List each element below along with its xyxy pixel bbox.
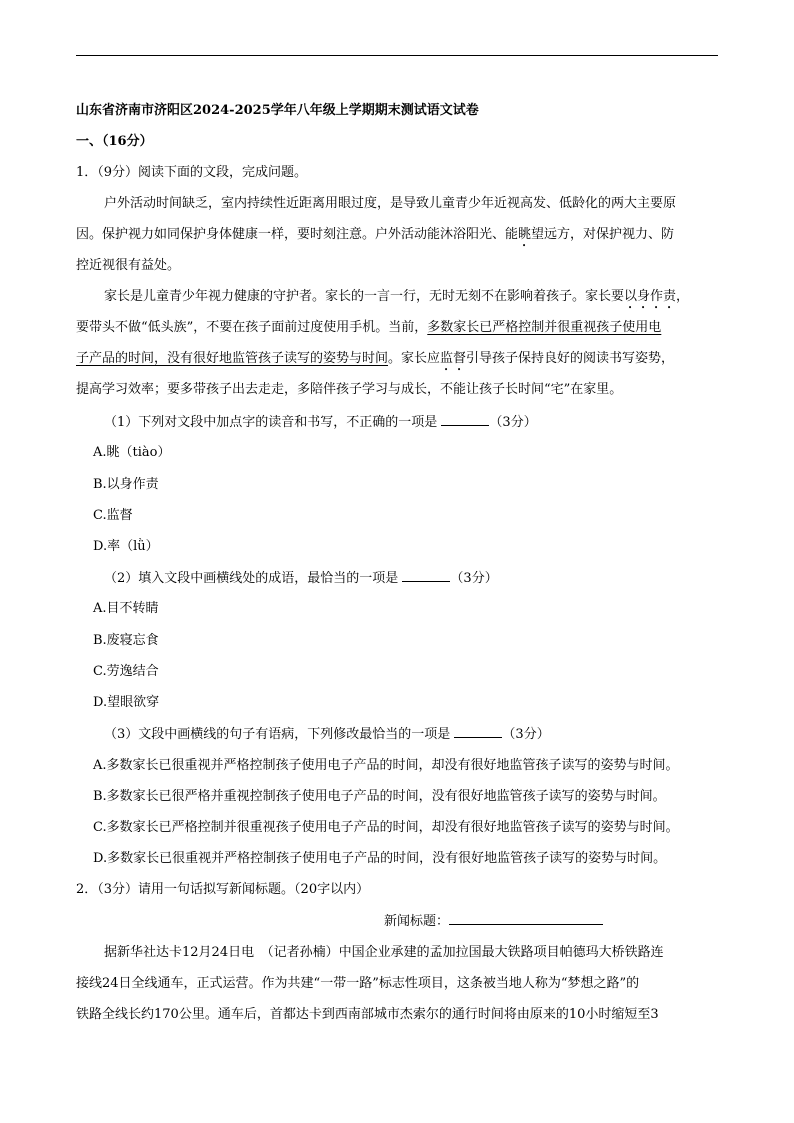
- passage-2-line: 子产品的时间，没有很好地监管孩子读写的姿势与时间。家长应监督引导孩子保持良好的阅读书写姿势，: [76, 351, 675, 366]
- option-item: D.率（lǜ）: [93, 539, 159, 554]
- news-passage-line: 铁路全线长约170公里。通车后，首都达卡到西南部城市杰索尔的通行时间将由原来的10小时缩短至3: [76, 1007, 659, 1022]
- news-title-field: [384, 912, 603, 931]
- passage-1-line: 户外活动时间缺乏，室内持续性近距离用眼过度，是导致儿童青少年近视高发、低龄化的两大主要原: [104, 196, 677, 211]
- news-title-label: 新闻标题：: [384, 914, 450, 929]
- answer-blank[interactable]: [454, 725, 502, 738]
- passage-1-line: 因。保护视力如同保护身体健康一样，要时刻注意。户外活动能沐浴阳光、能眺望远方，对保护视力、防: [76, 227, 675, 242]
- sub-question-2: （2）填入文段中画横线处的成语，最恰当的一项是 （3分）: [104, 571, 498, 586]
- question-1-header: 1．（9分）阅读下面的文段，完成问题。: [76, 165, 308, 180]
- option-item: C.劳逸结合: [93, 664, 159, 679]
- passage-1-line: 控近视很有益处。: [76, 258, 181, 273]
- option-item: A.目不转睛: [93, 601, 159, 616]
- dotted-characters: 监督: [440, 351, 467, 366]
- sub-question-3: （3）文段中画横线的句子有语病，下列修改最恰当的一项是 （3分）: [104, 727, 550, 742]
- option-item: B.多数家长已很严格并重视控制孩子使用电子产品的时间，没有很好地监管孩子读写的姿势与时间。: [93, 789, 666, 804]
- dotted-characters: 以身作责: [624, 289, 677, 304]
- answer-blank[interactable]: [441, 413, 489, 426]
- news-passage-line: 据新华社达卡12月24日电 （记者孙楠）中国企业承建的孟加拉国最大铁路项目帕德玛大桥铁路连: [104, 945, 664, 960]
- sub-question-1: （1）下列对文段中加点字的读音和书写，不正确的一项是 （3分）: [104, 415, 537, 430]
- underlined-sentence: 多数家长已严格控制并很重视孩子使用电: [427, 320, 662, 335]
- news-passage-line: 接线24日全线通车，正式运营。作为共建“一带一路”标志性项目，这条被当地人称为“梦想之路”的: [76, 976, 640, 991]
- option-item: D.望眼欲穿: [93, 695, 160, 710]
- dotted-character: 眺: [518, 227, 532, 242]
- option-item: B.以身作责: [93, 477, 159, 492]
- option-item: C.监督: [93, 508, 133, 523]
- passage-2-line: 家长是儿童青少年视力健康的守护者。家长的一言一行，无时无刻不在影响着孩子。家长要以身作责，: [104, 289, 690, 304]
- news-title-blank[interactable]: [449, 912, 603, 925]
- exam-title: 山东省济南市济阳区2024-2025学年八年级上学期期末测试语文试卷: [76, 103, 479, 118]
- header-rule: [76, 55, 718, 56]
- option-item: B.废寝忘食: [93, 633, 159, 648]
- passage-2-line: 提高学习效率；要多带孩子出去走走，多陪伴孩子学习与成长，不能让孩子长时间“宅”在家里。: [76, 382, 623, 397]
- option-item: C.多数家长已严格控制并很重视孩子使用电子产品的时间，却没有很好地监管孩子读写的姿势与时间。: [93, 820, 679, 835]
- option-item: A.眺（tiào）: [93, 445, 171, 460]
- option-item: D.多数家长已很重视并严格控制孩子使用电子产品的时间，没有很好地监管孩子读写的姿势与时间。: [93, 851, 667, 866]
- passage-2-line: 要带头不做“低头族”，不要在孩子面前过度使用手机。当前，多数家长已严格控制并很重视孩子使用电: [76, 320, 662, 335]
- answer-blank[interactable]: [402, 569, 450, 582]
- underlined-sentence: 子产品的时间，没有很好地监管孩子读写的姿势与时间: [76, 351, 389, 366]
- option-item: A.多数家长已很重视并严格控制孩子使用电子产品的时间，却没有很好地监管孩子读写的姿势与时间。: [93, 758, 679, 773]
- section-heading: 一、（16分）: [76, 134, 153, 149]
- question-2-header: 2．（3分）请用一句话拟写新闻标题。（20字以内）: [76, 882, 370, 897]
